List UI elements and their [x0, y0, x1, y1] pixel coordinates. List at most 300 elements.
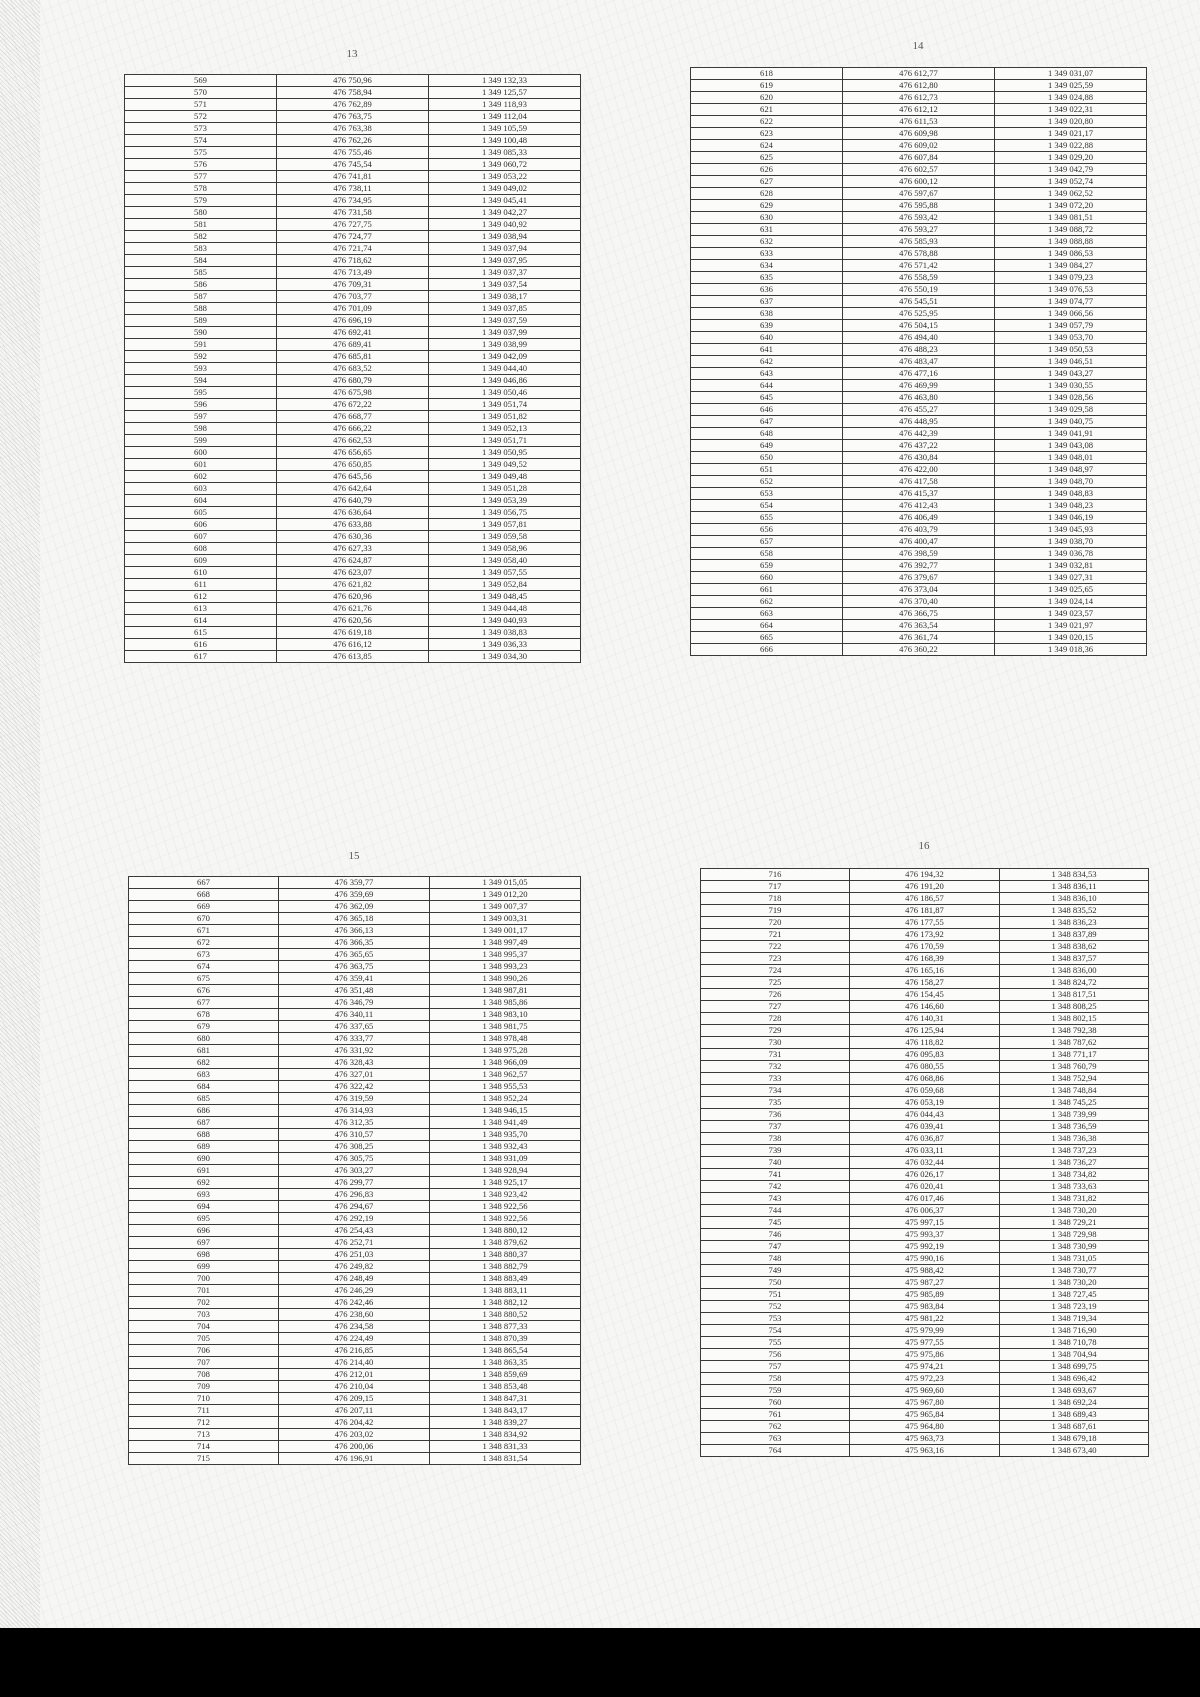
y-coordinate-cell: 1 348 978,48 — [430, 1033, 581, 1045]
x-coordinate-cell: 476 346,79 — [279, 997, 430, 1009]
x-coordinate-cell: 476 216,85 — [279, 1345, 430, 1357]
table-row — [691, 200, 1147, 212]
x-coordinate-cell: 475 981,22 — [850, 1313, 1000, 1325]
y-coordinate-cell: 1 348 928,94 — [430, 1165, 581, 1177]
point-number-cell: 728 — [701, 1013, 850, 1025]
x-coordinate-cell: 475 964,80 — [850, 1421, 1000, 1433]
table-row — [129, 949, 581, 961]
x-coordinate-cell: 476 328,43 — [279, 1057, 430, 1069]
x-coordinate-cell: 476 621,82 — [277, 579, 429, 591]
point-number-cell: 619 — [691, 80, 843, 92]
y-coordinate-cell: 1 349 048,97 — [995, 464, 1147, 476]
y-coordinate-cell: 1 349 052,74 — [995, 176, 1147, 188]
table-row — [125, 303, 581, 315]
point-number-cell: 733 — [701, 1073, 850, 1085]
table-row — [701, 1301, 1149, 1313]
point-number-cell: 601 — [125, 459, 277, 471]
point-number-cell: 677 — [129, 997, 279, 1009]
table-row — [125, 555, 581, 567]
x-coordinate-cell: 476 455,27 — [843, 404, 995, 416]
point-number-cell: 725 — [701, 977, 850, 989]
y-coordinate-cell: 1 349 036,78 — [995, 548, 1147, 560]
x-coordinate-cell: 476 750,96 — [277, 75, 429, 87]
point-number-cell: 754 — [701, 1325, 850, 1337]
point-number-cell: 691 — [129, 1165, 279, 1177]
x-coordinate-cell: 476 125,94 — [850, 1025, 1000, 1037]
y-coordinate-cell: 1 349 050,53 — [995, 344, 1147, 356]
point-number-cell: 594 — [125, 375, 277, 387]
point-number-cell: 676 — [129, 985, 279, 997]
x-coordinate-cell: 476 763,75 — [277, 111, 429, 123]
y-coordinate-cell: 1 349 132,33 — [429, 75, 581, 87]
point-number-cell: 586 — [125, 279, 277, 291]
table-row — [691, 464, 1147, 476]
y-coordinate-cell: 1 349 031,07 — [995, 68, 1147, 80]
x-coordinate-cell: 476 672,22 — [277, 399, 429, 411]
x-coordinate-cell: 476 168,39 — [850, 953, 1000, 965]
table-row — [125, 579, 581, 591]
y-coordinate-cell: 1 348 739,99 — [1000, 1109, 1149, 1121]
table-row — [125, 639, 581, 651]
y-coordinate-cell: 1 349 015,05 — [430, 877, 581, 889]
y-coordinate-cell: 1 348 922,56 — [430, 1201, 581, 1213]
table-row — [691, 632, 1147, 644]
y-coordinate-cell: 1 348 877,33 — [430, 1321, 581, 1333]
table-row — [125, 627, 581, 639]
point-number-cell: 742 — [701, 1181, 850, 1193]
table-row — [701, 965, 1149, 977]
x-coordinate-cell: 476 238,60 — [279, 1309, 430, 1321]
x-coordinate-cell: 476 645,56 — [277, 471, 429, 483]
table-row — [691, 260, 1147, 272]
point-number-cell: 612 — [125, 591, 277, 603]
y-coordinate-cell: 1 348 863,35 — [430, 1357, 581, 1369]
y-coordinate-cell: 1 348 935,70 — [430, 1129, 581, 1141]
point-number-cell: 632 — [691, 236, 843, 248]
point-number-cell: 753 — [701, 1313, 850, 1325]
point-number-cell: 660 — [691, 572, 843, 584]
table-row — [129, 937, 581, 949]
table-row — [129, 1129, 581, 1141]
point-number-cell: 759 — [701, 1385, 850, 1397]
table-row — [701, 917, 1149, 929]
x-coordinate-cell: 476 731,58 — [277, 207, 429, 219]
table-row — [129, 1405, 581, 1417]
x-coordinate-cell: 475 972,23 — [850, 1373, 1000, 1385]
point-number-cell: 648 — [691, 428, 843, 440]
y-coordinate-cell: 1 349 053,70 — [995, 332, 1147, 344]
point-number-cell: 584 — [125, 255, 277, 267]
table-row — [129, 1045, 581, 1057]
x-coordinate-cell: 476 165,16 — [850, 965, 1000, 977]
y-coordinate-cell: 1 349 072,20 — [995, 200, 1147, 212]
y-coordinate-cell: 1 349 046,51 — [995, 356, 1147, 368]
x-coordinate-cell: 475 977,55 — [850, 1337, 1000, 1349]
y-coordinate-cell: 1 349 020,15 — [995, 632, 1147, 644]
x-coordinate-cell: 476 415,37 — [843, 488, 995, 500]
y-coordinate-cell: 1 348 689,43 — [1000, 1409, 1149, 1421]
y-coordinate-cell: 1 348 752,94 — [1000, 1073, 1149, 1085]
table-row — [125, 219, 581, 231]
y-coordinate-cell: 1 348 837,57 — [1000, 953, 1149, 965]
table-row — [129, 1429, 581, 1441]
table-row — [691, 380, 1147, 392]
table-row — [129, 1453, 581, 1465]
y-coordinate-cell: 1 348 997,49 — [430, 937, 581, 949]
x-coordinate-cell: 475 992,19 — [850, 1241, 1000, 1253]
x-coordinate-cell: 476 006,37 — [850, 1205, 1000, 1217]
x-coordinate-cell: 476 666,22 — [277, 423, 429, 435]
y-coordinate-cell: 1 349 037,94 — [429, 243, 581, 255]
point-number-cell: 723 — [701, 953, 850, 965]
point-number-cell: 603 — [125, 483, 277, 495]
y-coordinate-cell: 1 349 049,02 — [429, 183, 581, 195]
y-coordinate-cell: 1 349 112,04 — [429, 111, 581, 123]
table-row — [129, 1021, 581, 1033]
y-coordinate-cell: 1 349 038,17 — [429, 291, 581, 303]
table-row — [129, 985, 581, 997]
x-coordinate-cell: 476 403,79 — [843, 524, 995, 536]
table-row — [701, 1025, 1149, 1037]
point-number-cell: 600 — [125, 447, 277, 459]
y-coordinate-cell: 1 349 050,95 — [429, 447, 581, 459]
table-row — [691, 440, 1147, 452]
table-row — [125, 495, 581, 507]
point-number-cell: 684 — [129, 1081, 279, 1093]
table-row — [125, 519, 581, 531]
table-row — [129, 1297, 581, 1309]
x-coordinate-cell: 476 627,33 — [277, 543, 429, 555]
y-coordinate-cell: 1 348 693,67 — [1000, 1385, 1149, 1397]
point-number-cell: 641 — [691, 344, 843, 356]
table-row — [701, 1253, 1149, 1265]
x-coordinate-cell: 476 763,38 — [277, 123, 429, 135]
y-coordinate-cell: 1 348 824,72 — [1000, 977, 1149, 989]
y-coordinate-cell: 1 348 836,00 — [1000, 965, 1149, 977]
point-number-cell: 654 — [691, 500, 843, 512]
table-row — [701, 1169, 1149, 1181]
y-coordinate-cell: 1 348 941,49 — [430, 1117, 581, 1129]
point-number-cell: 702 — [129, 1297, 279, 1309]
point-number-cell: 758 — [701, 1373, 850, 1385]
y-coordinate-cell: 1 349 037,99 — [429, 327, 581, 339]
y-coordinate-cell: 1 349 029,58 — [995, 404, 1147, 416]
page-number: 15 — [348, 850, 360, 862]
y-coordinate-cell: 1 349 085,33 — [429, 147, 581, 159]
table-row — [701, 1229, 1149, 1241]
x-coordinate-cell: 475 979,99 — [850, 1325, 1000, 1337]
point-number-cell: 705 — [129, 1333, 279, 1345]
x-coordinate-cell: 476 745,54 — [277, 159, 429, 171]
point-number-cell: 737 — [701, 1121, 850, 1133]
x-coordinate-cell: 476 366,75 — [843, 608, 995, 620]
table-row — [691, 536, 1147, 548]
point-number-cell: 668 — [129, 889, 279, 901]
x-coordinate-cell: 476 234,58 — [279, 1321, 430, 1333]
table-row — [701, 1265, 1149, 1277]
x-coordinate-cell: 476 039,41 — [850, 1121, 1000, 1133]
y-coordinate-cell: 1 349 037,59 — [429, 315, 581, 327]
page-number: 14 — [912, 40, 924, 52]
x-coordinate-cell: 476 392,77 — [843, 560, 995, 572]
y-coordinate-cell: 1 348 831,54 — [430, 1453, 581, 1465]
y-coordinate-cell: 1 349 048,83 — [995, 488, 1147, 500]
y-coordinate-cell: 1 349 021,17 — [995, 128, 1147, 140]
table-row — [129, 1393, 581, 1405]
x-coordinate-cell: 476 488,23 — [843, 344, 995, 356]
point-number-cell: 628 — [691, 188, 843, 200]
x-coordinate-cell: 475 985,89 — [850, 1289, 1000, 1301]
x-coordinate-cell: 475 990,16 — [850, 1253, 1000, 1265]
y-coordinate-cell: 1 349 038,99 — [429, 339, 581, 351]
y-coordinate-cell: 1 348 865,54 — [430, 1345, 581, 1357]
point-number-cell: 698 — [129, 1249, 279, 1261]
x-coordinate-cell: 476 365,18 — [279, 913, 430, 925]
x-coordinate-cell: 476 417,58 — [843, 476, 995, 488]
table-row — [129, 1417, 581, 1429]
x-coordinate-cell: 476 340,11 — [279, 1009, 430, 1021]
point-number-cell: 665 — [691, 632, 843, 644]
x-coordinate-cell: 476 351,48 — [279, 985, 430, 997]
x-coordinate-cell: 476 430,84 — [843, 452, 995, 464]
y-coordinate-cell: 1 349 057,79 — [995, 320, 1147, 332]
point-number-cell: 748 — [701, 1253, 850, 1265]
point-number-cell: 729 — [701, 1025, 850, 1037]
y-coordinate-cell: 1 349 025,59 — [995, 80, 1147, 92]
point-number-cell: 673 — [129, 949, 279, 961]
point-number-cell: 588 — [125, 303, 277, 315]
x-coordinate-cell: 476 595,88 — [843, 200, 995, 212]
point-number-cell: 662 — [691, 596, 843, 608]
table-row — [129, 1177, 581, 1189]
point-number-cell: 730 — [701, 1037, 850, 1049]
point-number-cell: 738 — [701, 1133, 850, 1145]
point-number-cell: 762 — [701, 1421, 850, 1433]
x-coordinate-cell: 476 727,75 — [277, 219, 429, 231]
x-coordinate-cell: 475 983,84 — [850, 1301, 1000, 1313]
x-coordinate-cell: 476 611,53 — [843, 116, 995, 128]
x-coordinate-cell: 476 303,27 — [279, 1165, 430, 1177]
table-row — [129, 1081, 581, 1093]
x-coordinate-cell: 476 365,65 — [279, 949, 430, 961]
y-coordinate-cell: 1 348 955,53 — [430, 1081, 581, 1093]
y-coordinate-cell: 1 348 843,17 — [430, 1405, 581, 1417]
table-row — [691, 620, 1147, 632]
x-coordinate-cell: 476 196,91 — [279, 1453, 430, 1465]
point-number-cell: 746 — [701, 1229, 850, 1241]
y-coordinate-cell: 1 348 847,31 — [430, 1393, 581, 1405]
x-coordinate-cell: 476 504,15 — [843, 320, 995, 332]
table-row — [129, 1225, 581, 1237]
table-row — [129, 1261, 581, 1273]
x-coordinate-cell: 476 191,20 — [850, 881, 1000, 893]
x-coordinate-cell: 476 442,39 — [843, 428, 995, 440]
x-coordinate-cell: 476 469,99 — [843, 380, 995, 392]
point-number-cell: 674 — [129, 961, 279, 973]
y-coordinate-cell: 1 349 057,55 — [429, 567, 581, 579]
y-coordinate-cell: 1 348 834,92 — [430, 1429, 581, 1441]
x-coordinate-cell: 476 721,74 — [277, 243, 429, 255]
point-number-cell: 692 — [129, 1177, 279, 1189]
table-row — [129, 1189, 581, 1201]
y-coordinate-cell: 1 348 870,39 — [430, 1333, 581, 1345]
table-row — [125, 471, 581, 483]
point-number-cell: 634 — [691, 260, 843, 272]
point-number-cell: 703 — [129, 1309, 279, 1321]
y-coordinate-cell: 1 348 729,98 — [1000, 1229, 1149, 1241]
table-row — [125, 387, 581, 399]
table-row — [691, 284, 1147, 296]
point-number-cell: 756 — [701, 1349, 850, 1361]
table-row — [129, 1285, 581, 1297]
x-coordinate-cell: 476 593,27 — [843, 224, 995, 236]
x-coordinate-cell: 476 312,35 — [279, 1117, 430, 1129]
table-row — [125, 603, 581, 615]
table-row — [701, 1145, 1149, 1157]
x-coordinate-cell: 476 170,59 — [850, 941, 1000, 953]
x-coordinate-cell: 475 967,80 — [850, 1397, 1000, 1409]
x-coordinate-cell: 476 359,77 — [279, 877, 430, 889]
point-number-cell: 620 — [691, 92, 843, 104]
table-row — [125, 171, 581, 183]
table-row — [701, 1157, 1149, 1169]
x-coordinate-cell: 476 741,81 — [277, 171, 429, 183]
point-number-cell: 743 — [701, 1193, 850, 1205]
table-row — [125, 651, 581, 663]
table-row — [701, 905, 1149, 917]
x-coordinate-cell: 476 305,75 — [279, 1153, 430, 1165]
table-row — [691, 644, 1147, 656]
y-coordinate-cell: 1 348 836,11 — [1000, 881, 1149, 893]
y-coordinate-cell: 1 349 076,53 — [995, 284, 1147, 296]
x-coordinate-cell: 476 361,74 — [843, 632, 995, 644]
table-row — [129, 1069, 581, 1081]
table-row — [691, 332, 1147, 344]
scan-edge — [0, 0, 40, 1628]
x-coordinate-cell: 476 571,42 — [843, 260, 995, 272]
table-row — [125, 483, 581, 495]
table-row — [701, 1445, 1149, 1457]
point-number-cell: 741 — [701, 1169, 850, 1181]
point-number-cell: 682 — [129, 1057, 279, 1069]
y-coordinate-cell: 1 348 932,43 — [430, 1141, 581, 1153]
y-coordinate-cell: 1 349 105,59 — [429, 123, 581, 135]
x-coordinate-cell: 476 210,04 — [279, 1381, 430, 1393]
x-coordinate-cell: 476 692,41 — [277, 327, 429, 339]
y-coordinate-cell: 1 349 051,74 — [429, 399, 581, 411]
point-number-cell: 646 — [691, 404, 843, 416]
point-number-cell: 740 — [701, 1157, 850, 1169]
table-row — [125, 435, 581, 447]
x-coordinate-cell: 476 738,11 — [277, 183, 429, 195]
y-coordinate-cell: 1 348 792,38 — [1000, 1025, 1149, 1037]
page-number: 13 — [346, 48, 358, 60]
table-row — [125, 231, 581, 243]
table-row — [691, 248, 1147, 260]
x-coordinate-cell: 476 406,49 — [843, 512, 995, 524]
point-number-cell: 670 — [129, 913, 279, 925]
x-coordinate-cell: 476 616,12 — [277, 639, 429, 651]
point-number-cell: 629 — [691, 200, 843, 212]
table-row — [129, 1309, 581, 1321]
x-coordinate-cell: 476 373,04 — [843, 584, 995, 596]
point-number-cell: 761 — [701, 1409, 850, 1421]
table-row — [701, 1073, 1149, 1085]
x-coordinate-cell: 475 997,15 — [850, 1217, 1000, 1229]
y-coordinate-cell: 1 348 787,62 — [1000, 1037, 1149, 1049]
point-number-cell: 666 — [691, 644, 843, 656]
x-coordinate-cell: 476 366,35 — [279, 937, 430, 949]
point-number-cell: 574 — [125, 135, 277, 147]
x-coordinate-cell: 476 701,09 — [277, 303, 429, 315]
table-row — [701, 1409, 1149, 1421]
point-number-cell: 745 — [701, 1217, 850, 1229]
point-number-cell: 582 — [125, 231, 277, 243]
x-coordinate-cell: 475 993,37 — [850, 1229, 1000, 1241]
point-number-cell: 608 — [125, 543, 277, 555]
table-row — [701, 977, 1149, 989]
table-row — [125, 447, 581, 459]
point-number-cell: 604 — [125, 495, 277, 507]
table-row — [691, 296, 1147, 308]
point-number-cell: 631 — [691, 224, 843, 236]
point-number-cell: 693 — [129, 1189, 279, 1201]
point-number-cell: 647 — [691, 416, 843, 428]
point-number-cell: 697 — [129, 1237, 279, 1249]
y-coordinate-cell: 1 349 049,52 — [429, 459, 581, 471]
point-number-cell: 694 — [129, 1201, 279, 1213]
y-coordinate-cell: 1 348 696,42 — [1000, 1373, 1149, 1385]
x-coordinate-cell: 476 331,92 — [279, 1045, 430, 1057]
point-number-cell: 581 — [125, 219, 277, 231]
point-number-cell: 598 — [125, 423, 277, 435]
point-number-cell: 576 — [125, 159, 277, 171]
point-number-cell: 587 — [125, 291, 277, 303]
x-coordinate-cell: 476 545,51 — [843, 296, 995, 308]
table-row — [129, 925, 581, 937]
point-number-cell: 710 — [129, 1393, 279, 1405]
table-row — [125, 123, 581, 135]
y-coordinate-cell: 1 348 730,77 — [1000, 1265, 1149, 1277]
point-number-cell: 744 — [701, 1205, 850, 1217]
x-coordinate-cell: 476 026,17 — [850, 1169, 1000, 1181]
y-coordinate-cell: 1 348 727,45 — [1000, 1289, 1149, 1301]
table-row — [125, 135, 581, 147]
x-coordinate-cell: 476 696,19 — [277, 315, 429, 327]
table-row — [701, 989, 1149, 1001]
point-number-cell: 732 — [701, 1061, 850, 1073]
point-number-cell: 736 — [701, 1109, 850, 1121]
table-row — [125, 423, 581, 435]
x-coordinate-cell: 476 612,80 — [843, 80, 995, 92]
point-number-cell: 658 — [691, 548, 843, 560]
x-coordinate-cell: 476 494,40 — [843, 332, 995, 344]
y-coordinate-cell: 1 349 042,79 — [995, 164, 1147, 176]
point-number-cell: 687 — [129, 1117, 279, 1129]
table-row — [691, 308, 1147, 320]
y-coordinate-cell: 1 349 001,17 — [430, 925, 581, 937]
y-coordinate-cell: 1 349 038,94 — [429, 231, 581, 243]
x-coordinate-cell: 475 987,27 — [850, 1277, 1000, 1289]
y-coordinate-cell: 1 349 018,36 — [995, 644, 1147, 656]
y-coordinate-cell: 1 349 058,96 — [429, 543, 581, 555]
point-number-cell: 750 — [701, 1277, 850, 1289]
point-number-cell: 570 — [125, 87, 277, 99]
table-row — [129, 889, 581, 901]
point-number-cell: 760 — [701, 1397, 850, 1409]
point-number-cell: 679 — [129, 1021, 279, 1033]
point-number-cell: 636 — [691, 284, 843, 296]
